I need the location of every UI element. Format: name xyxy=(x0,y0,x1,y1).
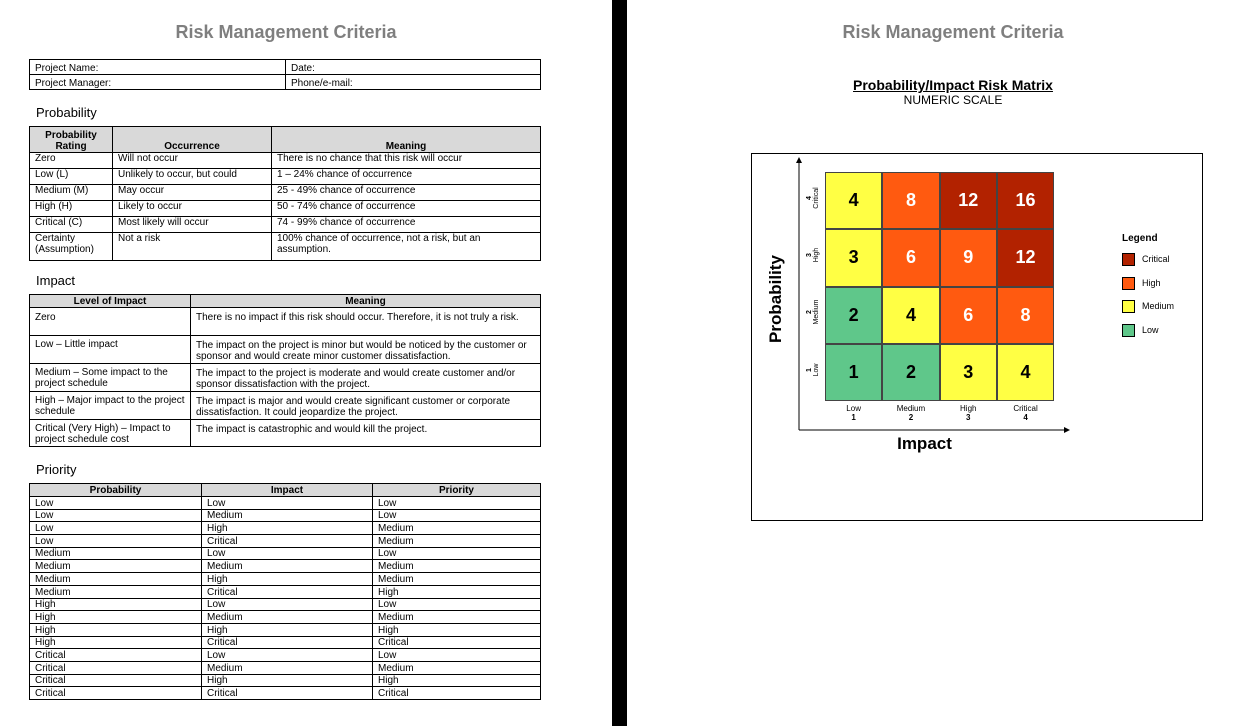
matrix-cell: 4 xyxy=(882,287,939,344)
matrix-cell: 9 xyxy=(940,229,997,286)
probability-cell: High (H) xyxy=(30,201,113,217)
row-label-num: 1 xyxy=(806,367,813,372)
matrix-cell: 4 xyxy=(997,344,1054,401)
impact-cell: The impact to the project is moderate and would create customer and/or sponsor dissatisfaction with the project. xyxy=(191,364,541,392)
impact-row xyxy=(30,364,541,392)
priority-row xyxy=(30,636,541,649)
project-name-field: Project Name: xyxy=(30,60,286,75)
matrix-col-label xyxy=(940,404,997,422)
matrix-row-label xyxy=(806,284,820,340)
priority-col-probability: Probability xyxy=(30,484,202,497)
priority-cell: Low xyxy=(202,598,373,611)
row-label-name: Medium xyxy=(813,299,820,325)
right-page-title: Risk Management Criteria xyxy=(842,22,1064,42)
priority-row xyxy=(30,598,541,611)
priority-cell: Medium xyxy=(373,560,541,573)
priority-cell: High xyxy=(202,573,373,586)
priority-row xyxy=(30,497,541,510)
priority-cell: High xyxy=(202,674,373,687)
priority-row xyxy=(30,560,541,573)
col-label-name: High xyxy=(960,404,977,414)
probability-cell: 50 - 74% chance of occurrence xyxy=(272,201,541,217)
matrix-cell: 4 xyxy=(825,172,882,229)
priority-cell: Low xyxy=(202,497,373,510)
probability-cell: Not a risk xyxy=(113,233,272,261)
matrix-cell: 1 xyxy=(825,344,882,401)
priority-cell: Medium xyxy=(30,560,202,573)
matrix-col-label xyxy=(825,404,882,422)
row-label-num: 2 xyxy=(806,310,813,315)
priority-cell: Low xyxy=(373,509,541,522)
priority-cell: Critical xyxy=(373,636,541,649)
probability-cell: Medium (M) xyxy=(30,185,113,201)
priority-cell: Medium xyxy=(373,611,541,624)
matrix-cell: 12 xyxy=(997,229,1054,286)
probability-cell: May occur xyxy=(113,185,272,201)
col-label-name: Critical xyxy=(1013,404,1038,414)
matrix-row-label xyxy=(806,227,820,283)
impact-cell: High – Major impact to the project schedule xyxy=(30,392,191,420)
priority-cell: High xyxy=(373,585,541,598)
col-label-name: Low xyxy=(846,404,861,414)
priority-cell: High xyxy=(30,598,202,611)
impact-cell: The impact is major and would create significant customer or corporate dissatisfaction. It could jeopardize the project. xyxy=(191,392,541,420)
probability-cell: Zero xyxy=(30,153,113,169)
impact-table xyxy=(29,294,541,447)
priority-cell: Low xyxy=(30,535,202,548)
priority-cell: Medium xyxy=(30,585,202,598)
priority-row xyxy=(30,611,541,624)
legend-swatch xyxy=(1122,253,1135,266)
priority-cell: Medium xyxy=(373,535,541,548)
prob-col-rating: Probability Rating xyxy=(30,127,113,153)
priority-col-priority: Priority xyxy=(373,484,541,497)
row-label-name: Critical xyxy=(813,186,820,209)
col-label-num: 3 xyxy=(966,413,971,423)
legend-label: Low xyxy=(1142,324,1159,335)
priority-cell: Low xyxy=(373,547,541,560)
probability-row xyxy=(30,217,541,233)
matrix-title: Probability/Impact Risk Matrix xyxy=(853,77,1053,93)
matrix-cell: 3 xyxy=(825,229,882,286)
priority-cell: Critical xyxy=(202,535,373,548)
priority-cell: Medium xyxy=(202,611,373,624)
probability-cell: There is no chance that this risk will occur xyxy=(272,153,541,169)
matrix-col-label xyxy=(997,404,1054,422)
impact-row xyxy=(30,392,541,420)
priority-cell: Low xyxy=(373,497,541,510)
priority-cell: Low xyxy=(30,497,202,510)
impact-col-meaning: Meaning xyxy=(191,295,541,308)
impact-heading: Impact xyxy=(36,273,76,288)
priority-cell: Critical xyxy=(30,661,202,674)
legend-label: High xyxy=(1142,277,1161,288)
matrix-cell: 6 xyxy=(882,229,939,286)
probability-cell: Likely to occur xyxy=(113,201,272,217)
impact-cell: The impact on the project is minor but would be noticed by the customer or sponsor and would create minor customer dissatisfaction. xyxy=(191,336,541,364)
x-axis-label: Impact xyxy=(897,434,952,453)
probability-row xyxy=(30,201,541,217)
col-label-num: 1 xyxy=(851,413,856,423)
col-label-name: Medium xyxy=(896,404,926,414)
impact-row xyxy=(30,420,541,447)
row-label-num: 4 xyxy=(806,195,813,200)
priority-cell: Critical xyxy=(202,687,373,700)
matrix-col-label xyxy=(882,404,939,422)
matrix-row-label xyxy=(806,342,820,398)
probability-cell: 1 – 24% chance of occurrence xyxy=(272,169,541,185)
priority-cell: Low xyxy=(30,522,202,535)
legend-title: Legend xyxy=(1122,233,1158,244)
probability-row xyxy=(30,233,541,261)
priority-cell: Low xyxy=(202,649,373,662)
priority-cell: Low xyxy=(373,598,541,611)
priority-row xyxy=(30,573,541,586)
impact-row xyxy=(30,336,541,364)
legend-swatch xyxy=(1122,277,1135,290)
page-divider xyxy=(612,0,627,726)
row-label-name: High xyxy=(813,247,820,263)
priority-cell: High xyxy=(30,611,202,624)
priority-row xyxy=(30,522,541,535)
impact-row xyxy=(30,308,541,336)
priority-cell: Critical xyxy=(373,687,541,700)
prob-col-meaning: Meaning xyxy=(272,127,541,153)
probability-cell: Unlikely to occur, but could xyxy=(113,169,272,185)
priority-cell: Low xyxy=(30,509,202,522)
impact-col-level: Level of Impact xyxy=(30,295,191,308)
probability-cell: 100% chance of occurrence, not a risk, but an assumption. xyxy=(272,233,541,261)
probability-table xyxy=(29,126,541,261)
probability-cell: Most likely will occur xyxy=(113,217,272,233)
matrix-cell: 3 xyxy=(940,344,997,401)
priority-cell: Medium xyxy=(202,560,373,573)
col-label-num: 2 xyxy=(908,413,914,423)
matrix-cell: 8 xyxy=(882,172,939,229)
priority-cell: Medium xyxy=(373,522,541,535)
matrix-cell: 16 xyxy=(997,172,1054,229)
priority-cell: Critical xyxy=(30,649,202,662)
date-field: Date: xyxy=(286,60,541,75)
matrix-cell: 2 xyxy=(825,287,882,344)
priority-cell: Medium xyxy=(30,573,202,586)
row-label-name: Low xyxy=(813,363,820,376)
probability-cell: 25 - 49% chance of occurrence xyxy=(272,185,541,201)
probability-row xyxy=(30,169,541,185)
probability-cell: Low (L) xyxy=(30,169,113,185)
probability-cell: Critical (C) xyxy=(30,217,113,233)
matrix-cell: 12 xyxy=(940,172,997,229)
priority-row xyxy=(30,547,541,560)
legend-swatch xyxy=(1122,300,1135,313)
priority-row xyxy=(30,674,541,687)
priority-row xyxy=(30,649,541,662)
matrix-row-label xyxy=(806,170,820,226)
priority-cell: Critical xyxy=(202,636,373,649)
matrix-cell: 6 xyxy=(940,287,997,344)
priority-cell: Low xyxy=(202,547,373,560)
priority-table xyxy=(29,483,541,700)
probability-row xyxy=(30,153,541,169)
priority-cell: Medium xyxy=(202,509,373,522)
priority-row xyxy=(30,623,541,636)
project-manager-field: Project Manager: xyxy=(30,75,286,90)
left-page xyxy=(0,0,612,726)
priority-cell: Medium xyxy=(373,661,541,674)
priority-cell: Medium xyxy=(202,661,373,674)
legend-label: Medium xyxy=(1142,301,1175,311)
impact-cell: There is no impact if this risk should occur. Therefore, it is not truly a risk. xyxy=(191,308,541,336)
row-label-num: 3 xyxy=(806,252,813,257)
priority-cell: Critical xyxy=(202,585,373,598)
priority-cell: Critical xyxy=(30,687,202,700)
priority-heading: Priority xyxy=(36,462,77,477)
probability-cell: Will not occur xyxy=(113,153,272,169)
matrix-cell: 8 xyxy=(997,287,1054,344)
impact-cell: Critical (Very High) – Impact to project schedule cost xyxy=(30,420,191,447)
legend-swatch xyxy=(1122,324,1135,337)
matrix-cell: 2 xyxy=(882,344,939,401)
priority-row xyxy=(30,687,541,700)
priority-cell: High xyxy=(30,636,202,649)
priority-row xyxy=(30,535,541,548)
left-page-title: Risk Management Criteria xyxy=(175,22,397,42)
priority-row xyxy=(30,509,541,522)
legend-label: Critical xyxy=(1142,254,1170,264)
priority-row xyxy=(30,661,541,674)
y-axis-arrow xyxy=(796,157,802,163)
impact-cell: Zero xyxy=(30,308,191,336)
priority-cell: High xyxy=(373,674,541,687)
col-label-num: 4 xyxy=(1023,413,1028,423)
priority-cell: High xyxy=(30,623,202,636)
phone-field: Phone/e-mail: xyxy=(286,75,541,90)
priority-cell: Low xyxy=(373,649,541,662)
priority-cell: High xyxy=(202,623,373,636)
probability-heading: Probability xyxy=(36,105,97,120)
priority-cell: Critical xyxy=(30,674,202,687)
impact-cell: Medium – Some impact to the project schedule xyxy=(30,364,191,392)
priority-row xyxy=(30,585,541,598)
priority-col-impact: Impact xyxy=(202,484,373,497)
x-axis-arrow xyxy=(1064,427,1070,433)
prob-col-occurrence: Occurrence xyxy=(113,127,272,153)
priority-cell: High xyxy=(373,623,541,636)
impact-cell: Low – Little impact xyxy=(30,336,191,364)
probability-cell: 74 - 99% chance of occurrence xyxy=(272,217,541,233)
right-page xyxy=(627,0,1239,726)
priority-cell: High xyxy=(202,522,373,535)
priority-cell: Medium xyxy=(30,547,202,560)
matrix-subtitle: NUMERIC SCALE xyxy=(903,93,1003,107)
probability-row xyxy=(30,185,541,201)
y-axis-label: Probability xyxy=(766,255,785,343)
impact-cell: The impact is catastrophic and would kill the project. xyxy=(191,420,541,447)
probability-cell: Certainty (Assumption) xyxy=(30,233,113,261)
project-header-table xyxy=(29,59,541,90)
priority-cell: Medium xyxy=(373,573,541,586)
risk-matrix-chart xyxy=(751,153,1203,521)
